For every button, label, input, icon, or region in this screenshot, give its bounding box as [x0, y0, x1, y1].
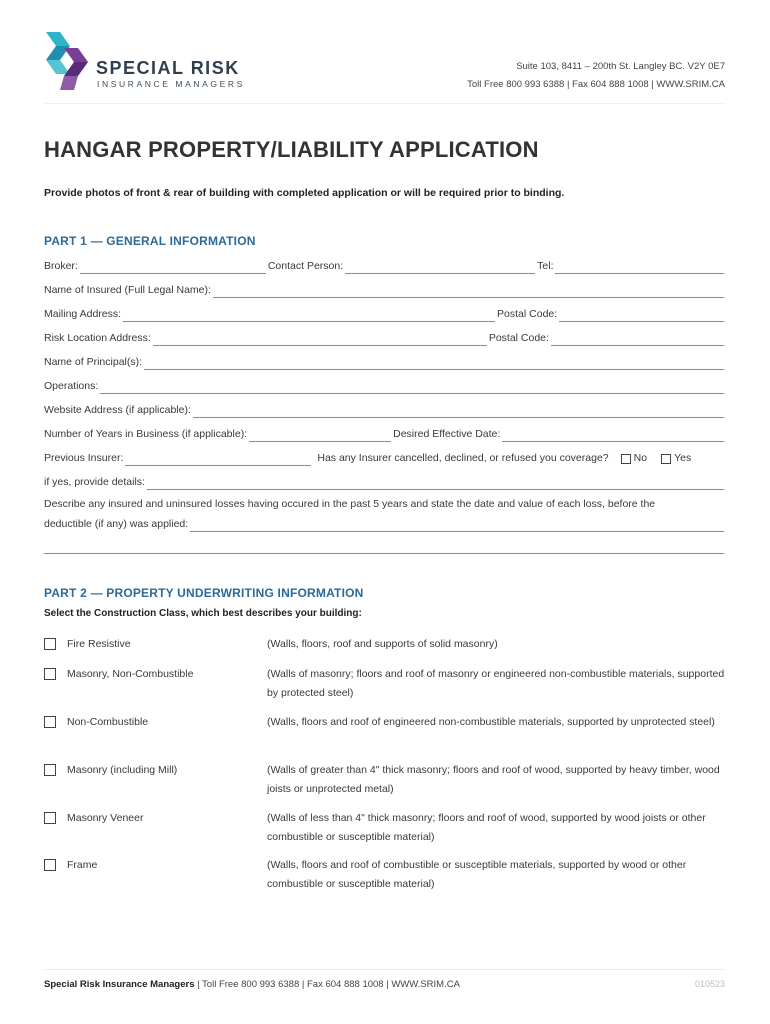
class-description: (Walls, floors and roof of combustible or susceptible materials, supported by wood or other combustible or susceptible material) — [267, 859, 687, 890]
risk-postal-code-field[interactable] — [551, 331, 724, 346]
operations-label: Operations: — [44, 380, 99, 392]
part2-heading: PART 2 — PROPERTY UNDERWRITING INFORMATION — [44, 586, 364, 600]
mailing-postal-code-field[interactable] — [559, 307, 724, 322]
part2-subheading: Select the Construction Class, which best describes your building: — [44, 608, 362, 619]
mailing-address-label: Mailing Address: — [44, 308, 122, 320]
risk-location-field[interactable] — [153, 331, 487, 346]
logo-mark-icon — [44, 32, 92, 90]
footer-divider — [44, 969, 726, 970]
broker-field[interactable] — [80, 259, 266, 274]
insured-name-row — [44, 282, 726, 298]
tel-field[interactable] — [555, 259, 724, 274]
masonry-non-combustible-checkbox[interactable] — [44, 668, 56, 680]
yes-checkbox[interactable] — [661, 454, 671, 464]
contact-person-label: Contact Person: — [267, 260, 344, 272]
non-combustible-checkbox[interactable] — [44, 716, 56, 728]
losses-extra-field[interactable] — [44, 539, 724, 554]
if-yes-field[interactable] — [147, 475, 724, 490]
years-row — [44, 426, 726, 442]
part1-heading: PART 1 — GENERAL INFORMATION — [44, 234, 256, 248]
mailing-row — [44, 306, 726, 322]
losses-question: Describe any insured and uninsured losses having occured in the past 5 years and state the date and value of each loss, before the — [44, 498, 656, 510]
header-address: Suite 103, 8411 – 200th St. Langley BC. V2Y 0E7 — [516, 61, 725, 72]
footer-company: Special Risk Insurance Managers — [44, 979, 195, 990]
operations-row — [44, 378, 726, 394]
logo-tagline: INSURANCE MANAGERS — [97, 79, 245, 89]
footer-contact — [44, 979, 460, 990]
class-description: (Walls of greater than 4" thick masonry; floors and roof of wood, supported by heavy timber, wood joists or unprotected metal) — [267, 764, 720, 795]
class-description: (Walls, floors, roof and supports of solid masonry) — [267, 638, 498, 650]
class-name: Fire Resistive — [67, 638, 131, 650]
previous-insurer-field[interactable] — [125, 451, 311, 466]
no-label: No — [633, 452, 648, 464]
masonry-veneer-checkbox[interactable] — [44, 812, 56, 824]
principals-field[interactable] — [144, 355, 724, 370]
insured-name-field[interactable] — [213, 283, 724, 298]
effective-date-label: Desired Effective Date: — [393, 428, 501, 440]
risk-location-row — [44, 330, 726, 346]
class-name: Masonry, Non-Combustible — [67, 668, 194, 680]
website-field[interactable] — [193, 403, 724, 418]
footer-details: | Toll Free 800 993 6388 | Fax 604 888 1008 | WWW.SRIM.CA — [194, 979, 460, 990]
masonry-mill-checkbox[interactable] — [44, 764, 56, 776]
class-name: Non-Combustible — [67, 716, 149, 728]
logo-name: SPECIAL RISK — [96, 58, 240, 78]
insured-name-label: Name of Insured (Full Legal Name): — [44, 284, 211, 296]
broker-row — [44, 258, 726, 274]
contact-person-field[interactable] — [345, 259, 535, 274]
frame-checkbox[interactable] — [44, 859, 56, 871]
risk-postal-code-label: Postal Code: — [488, 332, 549, 344]
losses-label: deductible (if any) was applied: — [44, 518, 189, 530]
yes-label: Yes — [674, 452, 692, 464]
losses-row — [44, 516, 726, 532]
losses-field[interactable] — [190, 517, 724, 532]
years-label: Number of Years in Business (if applicable): — [44, 428, 248, 440]
class-name: Masonry (including Mill) — [67, 764, 178, 776]
postal-code-label: Postal Code: — [497, 308, 558, 320]
website-row — [44, 402, 726, 418]
tel-label: Tel: — [537, 260, 554, 272]
no-checkbox[interactable] — [621, 454, 631, 464]
form-code: 010523 — [694, 979, 725, 989]
cancelled-question: Has any Insurer cancelled, declined, or refused you coverage? — [317, 452, 609, 464]
if-yes-row — [44, 474, 726, 490]
if-yes-label: if yes, provide details: — [44, 476, 145, 488]
class-name: Masonry Veneer — [67, 812, 144, 824]
years-field[interactable] — [249, 427, 391, 442]
intro-note: Provide photos of front & rear of building with completed application or will be required prior to binding. — [44, 187, 565, 199]
mailing-address-field[interactable] — [123, 307, 495, 322]
class-name: Frame — [67, 859, 98, 871]
principals-label: Name of Principal(s): — [44, 356, 143, 368]
class-description: (Walls of less than 4" thick masonry; floors and roof of wood, supported by wood joists or other combustible or susceptible material) — [267, 812, 706, 843]
page-title: HANGAR PROPERTY/LIABILITY APPLICATION — [44, 137, 539, 162]
class-description: (Walls of masonry; floors and roof of masonry or engineered non-combustible materials, supported by protected steel) — [267, 668, 725, 699]
risk-location-label: Risk Location Address: — [44, 332, 151, 344]
header-phones: Toll Free 800 993 6388 | Fax 604 888 1008 | WWW.SRIM.CA — [467, 79, 725, 90]
broker-label: Broker: — [44, 260, 78, 272]
previous-insurer-label: Previous Insurer: — [44, 452, 124, 464]
previous-insurer-row — [44, 450, 726, 466]
operations-field[interactable] — [100, 379, 724, 394]
website-label: Website Address (if applicable): — [44, 404, 191, 416]
principals-row — [44, 354, 726, 370]
effective-date-field[interactable] — [502, 427, 724, 442]
company-logo — [44, 32, 249, 90]
fire-resistive-checkbox[interactable] — [44, 638, 56, 650]
losses-extra-row — [44, 538, 726, 554]
header-divider — [44, 103, 726, 104]
header-contact — [467, 58, 725, 94]
class-description: (Walls, floors and roof of engineered non-combustible materials, supported by unprotected steel) — [267, 716, 715, 728]
